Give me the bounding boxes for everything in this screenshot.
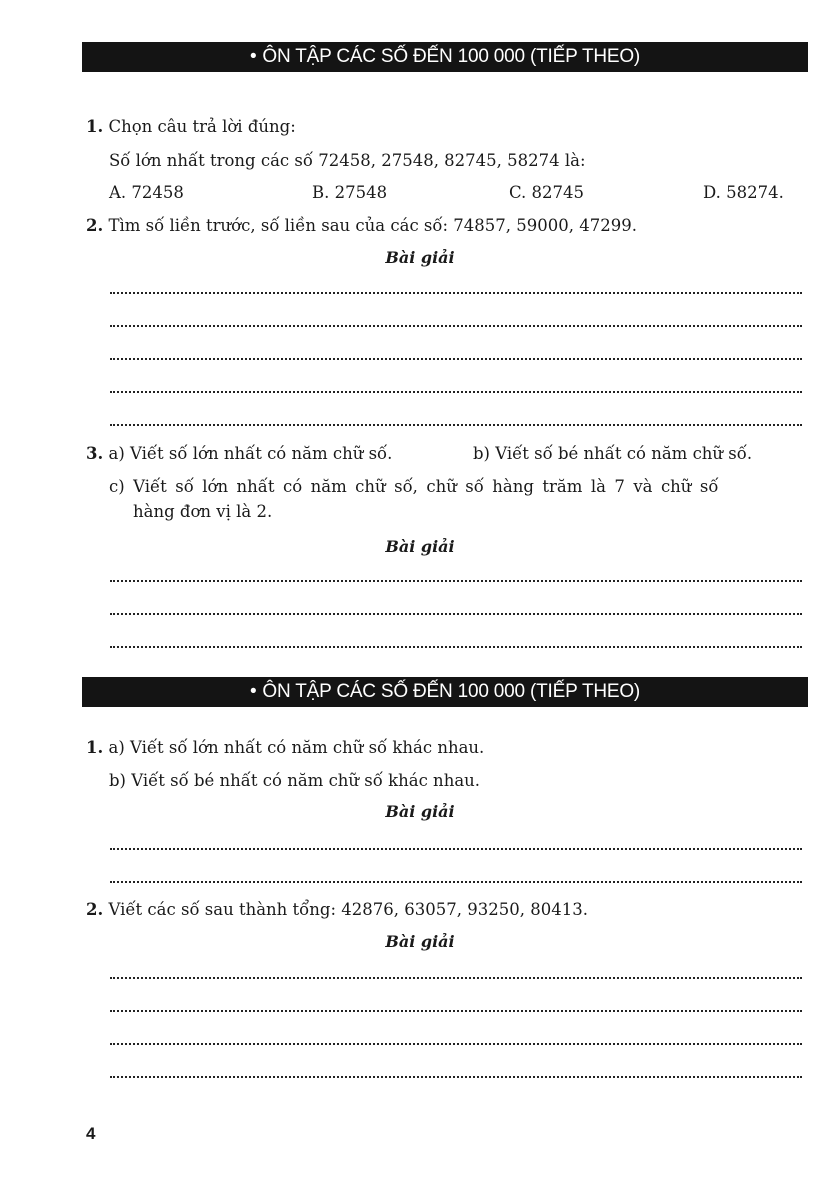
exercise-2 bbox=[86, 216, 637, 236]
solution-label: Bài giải bbox=[385, 802, 455, 821]
answer-line[interactable] bbox=[110, 358, 802, 360]
option-d: D. 58274. bbox=[703, 183, 784, 202]
page-number: 4 bbox=[86, 1124, 96, 1143]
exercise-text: Tìm số liền trước, số liền sau của các số: 74857, 59000, 47299. bbox=[108, 216, 637, 235]
exercise-part-c: c) Viết số lớn nhất có năm chữ số, chữ số hàng trăm là 7 và chữ số bbox=[109, 477, 719, 496]
answer-line[interactable] bbox=[110, 848, 802, 850]
answer-line[interactable] bbox=[110, 580, 802, 582]
exercise-number: 1. bbox=[86, 117, 104, 136]
answer-line[interactable] bbox=[110, 881, 802, 883]
exercise-part-a: a) Viết số lớn nhất có năm chữ số. bbox=[108, 444, 393, 463]
section-1-banner bbox=[82, 42, 808, 72]
section-title: ÔN TẬP CÁC SỐ ĐẾN 100 000 (TIẾP THEO) bbox=[262, 46, 641, 67]
exercise-part-b: b) Viết số bé nhất có năm chữ số khác nhau. bbox=[109, 771, 481, 790]
solution-label: Bài giải bbox=[385, 248, 455, 267]
answer-line[interactable] bbox=[110, 292, 802, 294]
solution-label: Bài giải bbox=[385, 932, 455, 951]
answer-line[interactable] bbox=[110, 1010, 802, 1012]
option-a: A. 72458 bbox=[109, 183, 184, 202]
exercise-1 bbox=[86, 738, 484, 758]
exercise-number: 2. bbox=[86, 900, 104, 919]
exercise-part-c-cont: hàng đơn vị là 2. bbox=[133, 502, 273, 521]
exercise-number: 3. bbox=[86, 444, 104, 463]
answer-line[interactable] bbox=[110, 1043, 802, 1045]
exercise-3 bbox=[86, 444, 392, 464]
section-title: ÔN TẬP CÁC SỐ ĐẾN 100 000 (TIẾP THEO) bbox=[262, 681, 641, 702]
bullet-icon: • bbox=[249, 46, 257, 67]
exercise-number: 1. bbox=[86, 738, 104, 757]
answer-line[interactable] bbox=[110, 424, 802, 426]
answer-line[interactable] bbox=[110, 1076, 802, 1078]
exercise-text: Viết các số sau thành tổng: 42876, 63057, 93250, 80413. bbox=[108, 900, 588, 919]
exercise-part-a: a) Viết số lớn nhất có năm chữ số khác nhau. bbox=[108, 738, 485, 757]
option-b: B. 27548 bbox=[312, 183, 388, 202]
answer-line[interactable] bbox=[110, 977, 802, 979]
answer-line[interactable] bbox=[110, 646, 802, 648]
answer-line[interactable] bbox=[110, 613, 802, 615]
exercise-text: Chọn câu trả lời đúng: bbox=[108, 117, 296, 136]
exercise-1 bbox=[86, 117, 296, 137]
solution-label: Bài giải bbox=[385, 537, 455, 556]
exercise-number: 2. bbox=[86, 216, 104, 235]
answer-line[interactable] bbox=[110, 325, 802, 327]
exercise-2 bbox=[86, 900, 588, 920]
exercise-question: Số lớn nhất trong các số 72458, 27548, 82745, 58274 là: bbox=[109, 151, 586, 170]
option-c: C. 82745 bbox=[509, 183, 585, 202]
bullet-icon: • bbox=[249, 681, 257, 702]
section-2-banner bbox=[82, 677, 808, 707]
answer-line[interactable] bbox=[110, 391, 802, 393]
exercise-part-b: b) Viết số bé nhất có năm chữ số. bbox=[473, 444, 753, 463]
